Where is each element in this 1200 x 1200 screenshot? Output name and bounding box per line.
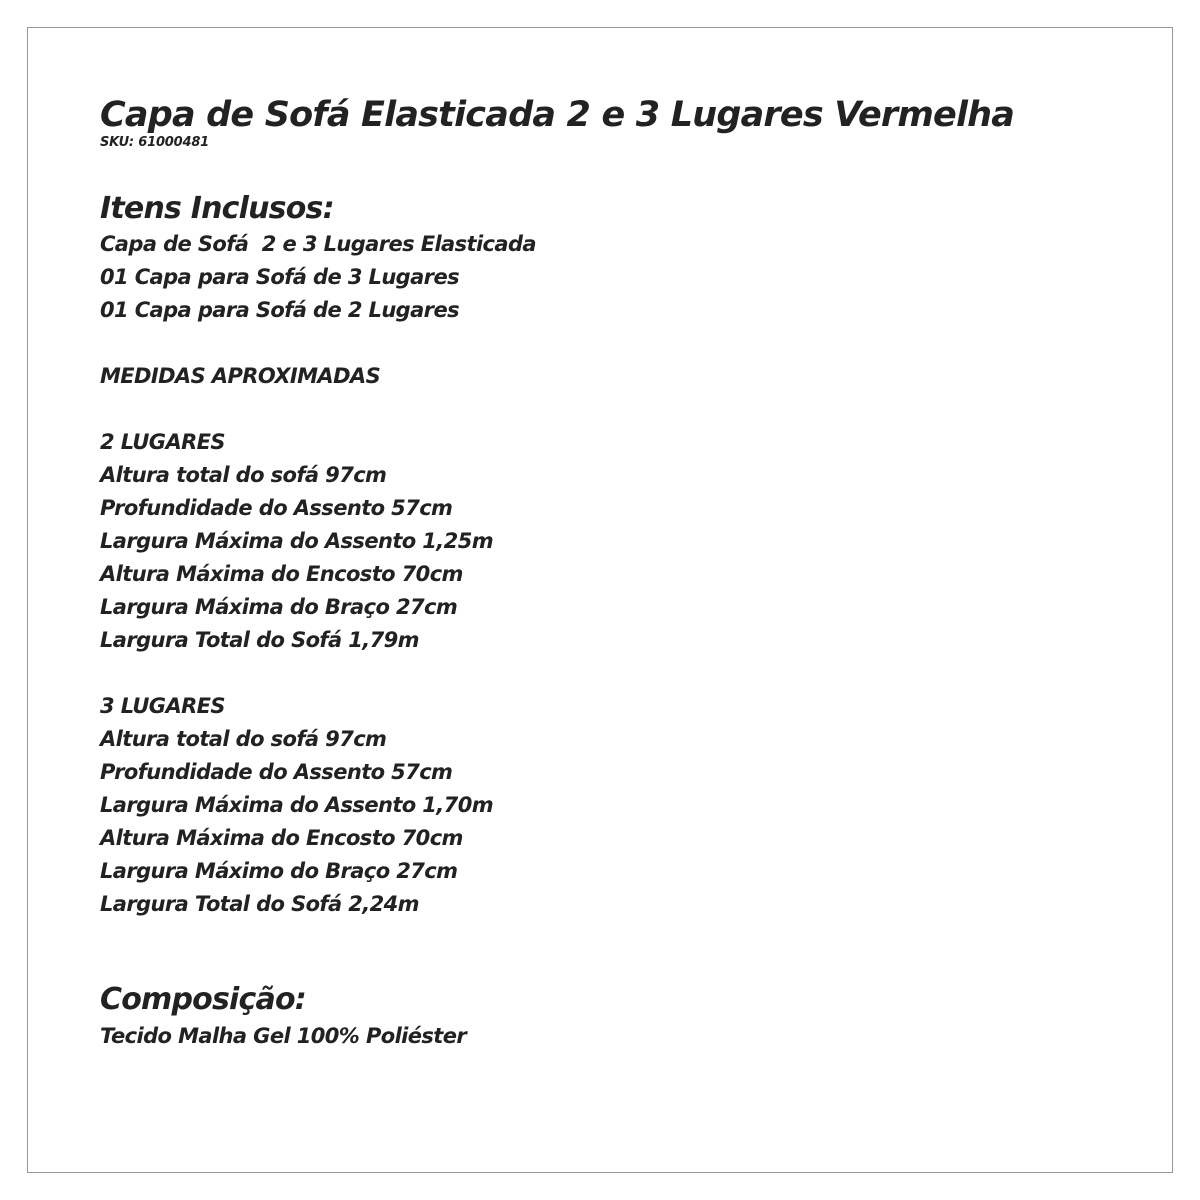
three-seats-measure: Profundidade do Assento 57cm (100, 760, 453, 784)
two-seats-measure: Altura Máxima do Encosto 70cm (100, 562, 463, 586)
three-seats-measure: Altura Máxima do Encosto 70cm (100, 826, 463, 850)
three-seats-measure: Largura Máxima do Assento 1,70m (100, 793, 493, 817)
three-seats-measure: Altura total do sofá 97cm (100, 727, 387, 751)
two-seats-measure: Largura Total do Sofá 1,79m (100, 628, 419, 652)
two-seats-measure: Largura Máxima do Assento 1,25m (100, 529, 493, 553)
product-title: Capa de Sofá Elasticada 2 e 3 Lugares Vermelha (100, 95, 1015, 135)
composition-text: Tecido Malha Gel 100% Poliéster (100, 1024, 467, 1048)
three-seats-measure: Largura Total do Sofá 2,24m (100, 892, 419, 916)
product-sku: SKU: 61000481 (100, 135, 210, 150)
two-seats-measure: Altura total do sofá 97cm (100, 463, 387, 487)
included-heading: Itens Inclusos: (100, 191, 334, 226)
included-item: 01 Capa para Sofá de 2 Lugares (100, 298, 459, 322)
included-item: 01 Capa para Sofá de 3 Lugares (100, 265, 459, 289)
measures-heading: MEDIDAS APROXIMADAS (100, 364, 381, 388)
included-item: Capa de Sofá 2 e 3 Lugares Elasticada (100, 232, 536, 256)
composition-heading: Composição: (100, 982, 306, 1017)
two-seats-measure: Largura Máxima do Braço 27cm (100, 595, 458, 619)
three-seats-title: 3 LUGARES (100, 694, 225, 718)
two-seats-measure: Profundidade do Assento 57cm (100, 496, 453, 520)
two-seats-title: 2 LUGARES (100, 430, 225, 454)
three-seats-measure: Largura Máximo do Braço 27cm (100, 859, 458, 883)
